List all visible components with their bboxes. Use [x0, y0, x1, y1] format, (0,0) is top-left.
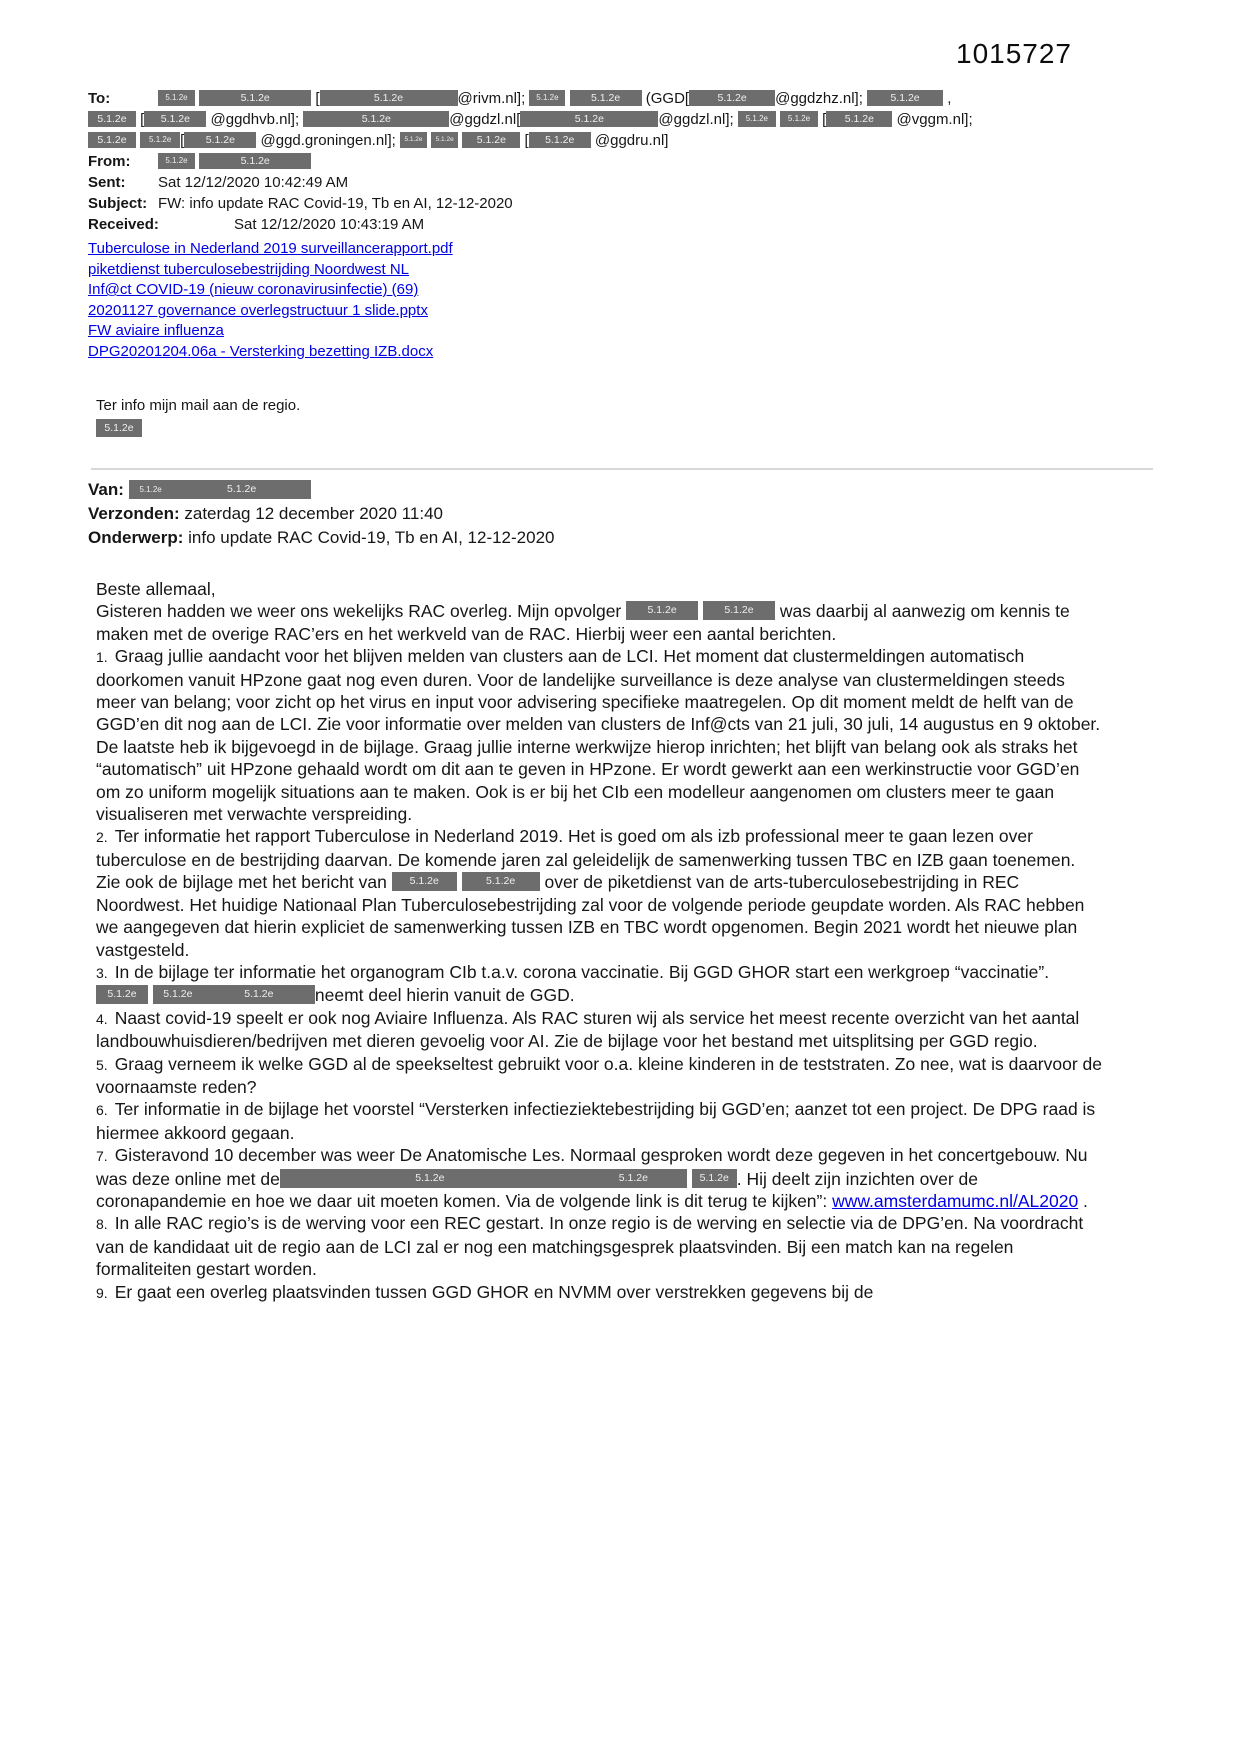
body-list-item	[96, 1007, 1104, 1053]
attachment-link[interactable]: 20201127 governance overlegstructuur 1 slide.pptx	[88, 301, 428, 319]
attachment-row	[88, 342, 1156, 363]
item-text: In de bijlage ter informatie het organogram CIb t.a.v. corona vaccinatie. Bij GGD GHOR start een werkgroep “vaccinatie”. 5.1.2e 5.1.2e 5.1.2e neemt deel hierin vanuit de GGD.	[96, 962, 1049, 1005]
redaction-box: 5.1.2e	[529, 90, 565, 106]
field-label: Van:	[88, 480, 129, 499]
body-list-item	[96, 645, 1104, 825]
item-text: In alle RAC regio’s is de werving voor een REC gestart. In onze regio is de werving en selectie via de DPG’en. Na voordracht van de kandidaat uit de regio aan de LCI zal er nog een matchingsgesprek plaatsvinden. Bij een match kan na regelen formaliteiten gestart worden.	[96, 1213, 1084, 1280]
redaction-box: 5.1.2e	[153, 985, 203, 1004]
redaction-box: 5.1.2e	[867, 90, 943, 106]
item-number: 5.	[96, 1056, 108, 1073]
fwd-onderwerp-line: Onderwerp: info update RAC Covid-19, Tb en AI, 12-12-2020	[88, 528, 555, 547]
sent-value: Sat 12/12/2020 10:42:49 AM	[158, 174, 349, 191]
field-label: Verzonden:	[88, 504, 185, 523]
attachment-list	[88, 239, 1156, 362]
intro-paragraph: Gisteren hadden we weer ons wekelijks RAC overleg. Mijn opvolger 5.1.2e 5.1.2e was daarbij al aanwezig om kennis te maken met de overige RAC’ers en het werkveld van de RAC. Hierbij weer een aantal berichten.	[96, 601, 1070, 644]
attachment-link[interactable]: DPG20201204.06a - Versterking bezetting IZB.docx	[88, 342, 434, 360]
sent-label: Sent:	[88, 174, 126, 191]
redaction-box: 5.1.2e	[140, 132, 180, 148]
header-subject-line	[88, 193, 1156, 214]
attachment-row	[88, 280, 1156, 301]
body-list-item	[96, 1053, 1104, 1099]
redaction-box: 5.1.2e	[96, 419, 142, 437]
redaction-box: 5.1.2e	[96, 985, 148, 1004]
body-list-item	[96, 1098, 1104, 1144]
item-text: Graag jullie aandacht voor het blijven melden van clusters aan de LCI. Het moment dat clustermeldingen automatisch doorkomen vanuit HPzone gaat nog even duren. Voor de landelijke surveillance is deze analyse van clustermeldingen steeds meer van belang; voor zicht op het virus en input voor advisering specifieke maatregelen. Op dit moment meldt de helft van de GGD’en dit nog aan de LCI. Zie voor informatie over melden van clusters de Inf@cts van 21 juli, 30 juli, 14 augustus en 9 oktober. De laatste heb ik bijgevoegd in de bijlage. Graag jullie interne werkwijze hierop inrichten; het blijft van belang ook als straks het “automatisch” uit HPzone gehaald wordt om dit aan te geven in HPzone. Er wordt gewerkt aan een werkinstructie voor GGD’en om zo uniform mogelijk situations aan te maken. Ook is er bij het CIb een modelleur aangenomen om clusters meer te gaan visualiseren met verwachte verspreiding.	[96, 646, 1101, 825]
item-number: 4.	[96, 1010, 108, 1027]
received-label: Received:	[88, 216, 159, 233]
greeting: Beste allemaal,	[96, 579, 216, 599]
to-label: To:	[88, 90, 111, 107]
item-number: 8.	[96, 1216, 108, 1233]
redaction-box: 5.1.2e	[780, 111, 818, 127]
fwd-van-line	[88, 478, 1156, 502]
redaction-box: 5.1.2e	[199, 153, 311, 169]
redaction-box: 5.1.2e	[400, 132, 427, 148]
redaction-box: 5.1.2e	[529, 132, 591, 148]
note-text: Ter info mijn mail aan de regio.	[96, 397, 301, 414]
redaction-box: 5.1.2e	[826, 111, 892, 127]
subject-label: Subject:	[88, 195, 148, 212]
redaction-box: 5.1.2e	[199, 90, 311, 106]
body-list-item	[96, 961, 1104, 1007]
item-number: 1.	[96, 649, 108, 666]
redaction-box: 5.1.2e	[129, 480, 173, 499]
item-text: Graag verneem ik welke GGD al de speekseltest gebruikt voor o.a. kleine kinderen in de teststraten. Zo nee, wat is daarvoor de voornaamste reden?	[96, 1053, 1103, 1097]
header-received-line	[88, 214, 1156, 235]
header-to-line-2	[88, 109, 1156, 130]
redaction-box: 5.1.2e	[392, 872, 457, 891]
attachment-row	[88, 260, 1156, 281]
header-from-line	[88, 151, 1156, 172]
item-text: Ter informatie in de bijlage het voorstel “Versterken infectieziektebestrijding bij GGD’en; aanzet tot een project. De DPG raad is hiermee akkoord gegaan.	[96, 1099, 1096, 1143]
inline-link[interactable]: www.amsterdamumc.nl/AL2020	[832, 1190, 1079, 1211]
redaction-box: 5.1.2e	[520, 111, 658, 127]
mail-header	[88, 88, 1156, 235]
item-number: 7.	[96, 1148, 108, 1165]
body-list-item	[96, 825, 1104, 960]
body-list-item	[96, 1281, 1104, 1304]
redaction-box: 5.1.2e	[158, 153, 195, 169]
field-label: Onderwerp:	[88, 528, 189, 547]
redaction-box: 5.1.2e	[303, 111, 449, 127]
attachment-link[interactable]: FW aviaire influenza	[88, 322, 224, 339]
document-number: 1015727	[956, 38, 1073, 69]
attachment-link[interactable]: Tuberculose in Nederland 2019 surveillancerapport.pdf	[88, 240, 453, 257]
header-to-line-3	[88, 130, 1156, 151]
attachment-row	[88, 239, 1156, 260]
redaction-box: 5.1.2e	[88, 111, 136, 127]
subject-value: FW: info update RAC Covid-19, Tb en AI, 12-12-2020	[158, 195, 513, 212]
to-recipients-2: 5.1.2e [ 5.1.2e @ggdhvb.nl]; 5.1.2e @ggdzl.nl[ 5.1.2e @ggdzl.nl]; 5.1.2e 5.1.2e [ 5.1.2e @vggm.nl];	[88, 111, 973, 128]
fwd-verzonden-line: Verzonden: zaterdag 12 december 2020 11:40	[88, 504, 444, 523]
redaction-box: 5.1.2e	[626, 601, 698, 620]
redaction-box: 5.1.2e	[320, 90, 458, 106]
from-label: From:	[88, 153, 131, 170]
redaction-box: 5.1.2e	[184, 132, 256, 148]
item-text: Er gaat een overleg plaatsvinden tussen GGD GHOR en NVMM over verstrekken gegevens bij de	[114, 1281, 874, 1302]
attachment-link[interactable]: piketdienst tuberculosebestrijding Noordwest NL	[88, 260, 410, 278]
note-signature	[96, 419, 1156, 440]
attachment-row	[88, 301, 1156, 322]
redaction-box: 5.1.2e	[738, 111, 776, 127]
body-list-item	[96, 1212, 1104, 1280]
redaction-box: 5.1.2e	[173, 480, 311, 499]
redaction-box: 5.1.2e	[570, 90, 642, 106]
item-text: Ter informatie het rapport Tuberculose in Nederland 2019. Het is goed om als izb professional meer te gaan lezen over tuberculose en de bestrijding daarvan. De komende jaren zal geleidelijk de samenwerking tussen TBC en IZB gaan toenemen. Zie ook de bijlage met het bericht van 5.1.2e 5.1.2e over de piketdienst van de arts-tuberculosebestrijding in REC Noordwest. Het huidige Nationaal Plan Tuberculosebestrijding zal voor de volgende periode geupdate worden. Als RAC hebben we aangegeven dat hierin expliciet de samenwerking tussen IZB en TBC wordt opgenomen. Begin 2021 wordt het nieuwe plan vastgesteld.	[96, 826, 1085, 960]
item-number: 6.	[96, 1102, 108, 1119]
header-sent-line	[88, 172, 1156, 193]
redaction-box: 5.1.2e	[431, 132, 458, 148]
received-value: Sat 12/12/2020 10:43:19 AM	[234, 216, 425, 233]
item-number: 9.	[96, 1284, 108, 1301]
attachment-row	[88, 321, 1156, 342]
forwarded-header	[88, 478, 1156, 550]
redaction-box: 5.1.2e	[689, 90, 775, 106]
from-value	[158, 153, 311, 170]
attachment-link[interactable]: Inf@ct COVID-19 (nieuw coronavirusinfectie) (69)	[88, 281, 419, 298]
to-recipients-1: 5.1.2e 5.1.2e [ 5.1.2e @rivm.nl]; 5.1.2e 5.1.2e (GGD[ 5.1.2e @ggdzhz.nl]; 5.1.2e ,	[158, 90, 951, 107]
email-body	[88, 578, 1104, 1304]
item-number: 3.	[96, 964, 108, 981]
redaction-box: 5.1.2e	[280, 1169, 580, 1188]
body-list-item	[96, 1144, 1104, 1212]
redaction-box: 5.1.2e	[462, 132, 520, 148]
to-recipients-3: 5.1.2e 5.1.2e [ 5.1.2e @ggd.groningen.nl]; 5.1.2e 5.1.2e 5.1.2e [ 5.1.2e @ggdru.nl]	[88, 132, 668, 149]
redaction-box: 5.1.2e	[203, 985, 315, 1004]
divider-line	[91, 468, 1153, 470]
redaction-box: 5.1.2e	[462, 872, 540, 891]
item-text: Gisteravond 10 december was weer De Anatomische Les. Normaal gesproken wordt deze gegeven in het concertgebouw. Nu was deze online met de 5.1.2e 5.1.2e 5.1.2e . Hij deelt zijn inzichten over de coronapandemie en hoe we daar uit moeten komen. Via de volgende link is dit terug te kijken”: www.amsterdamumc.nl/AL2020 .	[96, 1145, 1088, 1211]
redaction-box: 5.1.2e	[144, 111, 206, 127]
redaction-box: 5.1.2e	[703, 601, 775, 620]
redaction-box: 5.1.2e	[692, 1169, 737, 1188]
redaction-box: 5.1.2e	[158, 90, 195, 106]
item-text: Naast covid-19 speelt er ook nog Aviaire Influenza. Als RAC sturen wij als service het meest recente overzicht van het aantal landbouwhuisdieren/bedrijven met dieren gevoelig voor AI. Zie de bijlage voor het bestand met uitsplitsing per GGD regio.	[96, 1007, 1080, 1052]
redaction-box: 5.1.2e	[580, 1169, 687, 1188]
redaction-box: 5.1.2e	[88, 132, 136, 148]
item-number: 2.	[96, 829, 108, 846]
forward-note	[88, 396, 1156, 440]
email-document	[88, 88, 1156, 1304]
header-to-line-1	[88, 88, 1156, 109]
